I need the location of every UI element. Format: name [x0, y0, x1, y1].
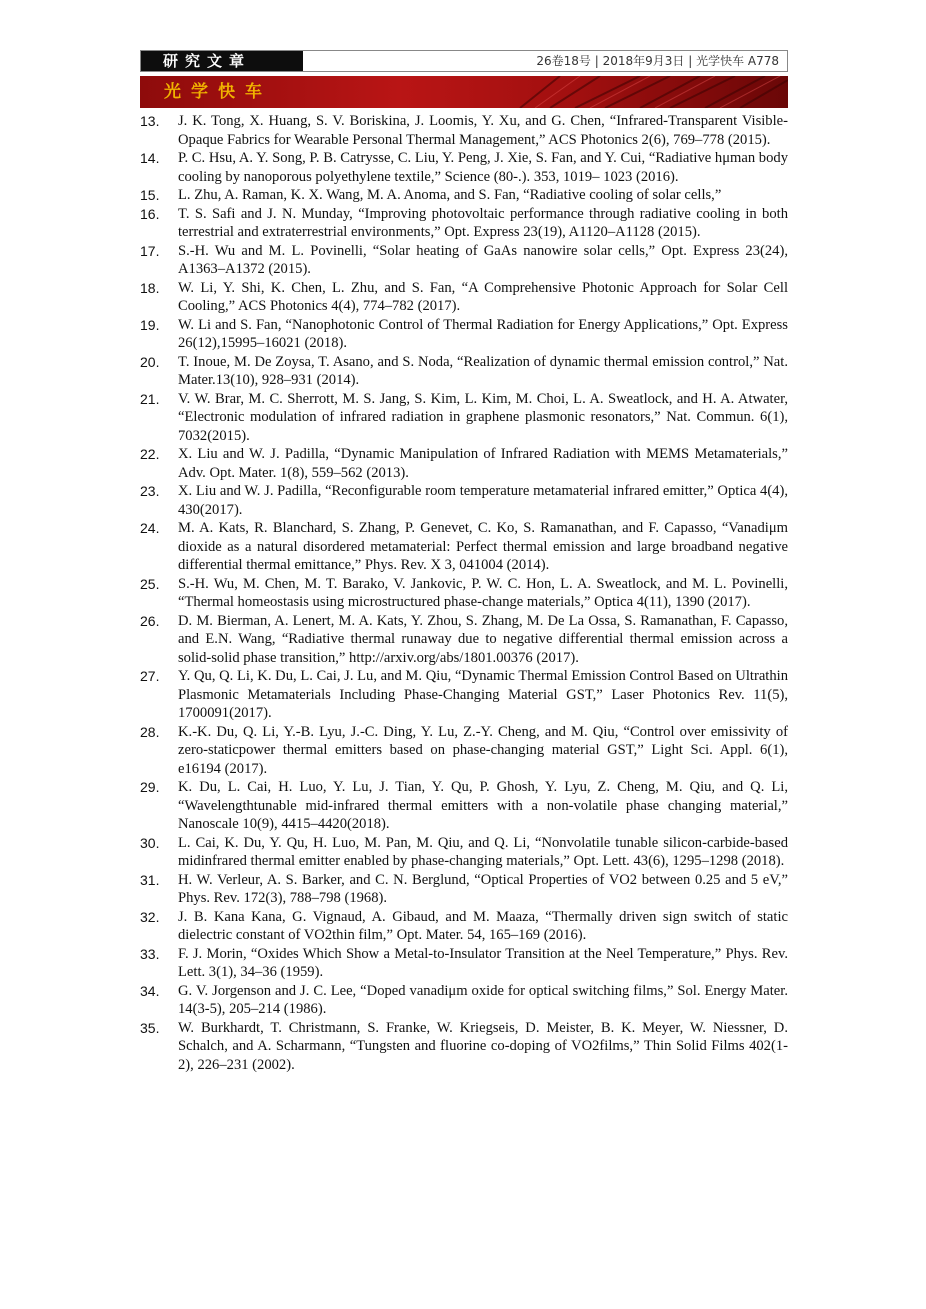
reference-number: 28.: [140, 723, 160, 740]
reference-number: 30.: [140, 834, 160, 851]
reference-text: X. Liu and W. J. Padilla, “Reconfigurable room temperature metamaterial infrared emitter,” Optica 4(4), 430(2017).: [178, 483, 788, 518]
reference-text: W. Li, Y. Shi, K. Chen, L. Zhu, and S. Fan, “A Comprehensive Photonic Approach for Solar Cell Cooling,” ACS Photonics 4(4), 774–782 (2017).: [178, 279, 788, 314]
reference-item: [140, 149, 788, 186]
reference-text: X. Liu and W. J. Padilla, “Dynamic Manipulation of Infrared Radiation with MEMS Metamaterials,” Adv. Opt. Mater. 1(8), 559–562 (2013).: [178, 446, 788, 481]
reference-item: [140, 667, 788, 723]
reference-text: D. M. Bierman, A. Lenert, M. A. Kats, Y. Zhou, S. Zhang, M. De La Ossa, S. Ramanathan, F. Capasso, and E.N. Wang, “Radiative thermal runaway due to negative differential thermal emission across a solid-solid phase transition,” http://arxiv.org/abs/1801.00376 (2017).: [178, 612, 788, 666]
reference-item: [140, 834, 788, 871]
reference-text: G. V. Jorgenson and J. C. Lee, “Doped vanadiμm oxide for optical switching films,” Sol. Energy Mater. 14(3-5), 205–214 (1986).: [178, 982, 788, 1017]
journal-header-bar: [140, 50, 788, 72]
reference-text: W. Burkhardt, T. Christmann, S. Franke, W. Kriegseis, D. Meister, B. K. Meyer, W. Niessner, D. Schalch, and A. Scharmann, “Tungsten and fluorine co-doping of VO2films,” Thin Solid Films 402(1-2), 226–231 (2002).: [178, 1019, 788, 1073]
reference-text: S.-H. Wu, M. Chen, M. T. Barako, V. Jankovic, P. W. C. Hon, L. A. Sweatlock, and M. L. Povinelli, “Thermal homeostasis using microstructured phase-change materials,” Optica 4(11), 1390 (2017).: [178, 575, 788, 610]
journal-banner: [140, 76, 788, 108]
reference-number: 33.: [140, 945, 160, 962]
reference-item: [140, 612, 788, 668]
reference-number: 32.: [140, 908, 160, 925]
reference-item: [140, 778, 788, 834]
reference-number: 34.: [140, 982, 160, 999]
reference-text: K. Du, L. Cai, H. Luo, Y. Lu, J. Tian, Y. Qu, P. Ghosh, Y. Lyu, Z. Cheng, M. Qiu, and Q. Li, “Wavelengthtunable mid-infrared thermal emitters with a non-volatile phase changing material,” Nanoscale 10(9), 4415–4420(2018).: [178, 779, 788, 832]
reference-item: [140, 575, 788, 612]
reference-item: [140, 908, 788, 945]
reference-number: 16.: [140, 205, 160, 222]
reference-item: [140, 1019, 788, 1075]
reference-item: [140, 390, 788, 446]
reference-number: 19.: [140, 316, 160, 333]
reference-number: 24.: [140, 520, 160, 536]
reference-text: T. Inoue, M. De Zoysa, T. Asano, and S. Noda, “Realization of dynamic thermal emission control,” Nat. Mater.13(10), 928–931 (2014).: [178, 353, 788, 388]
reference-number: 26.: [140, 612, 160, 629]
reference-list: [140, 112, 788, 1074]
reference-number: 17.: [140, 242, 160, 259]
reference-number: 25.: [140, 575, 160, 592]
banner-streaks-decoration: [500, 76, 788, 108]
reference-item: [140, 871, 788, 908]
reference-item: [140, 353, 788, 390]
reference-number: 31.: [140, 871, 160, 888]
reference-item: [140, 519, 788, 575]
reference-number: 18.: [140, 279, 160, 296]
reference-item: [140, 945, 788, 982]
reference-item: [140, 186, 788, 205]
reference-text: L. Cai, K. Du, Y. Qu, H. Luo, M. Pan, M. Qiu, and Q. Li, “Nonvolatile tunable silicon-carbide-based midinfrared thermal emitter enabled by phase-changing materials,” Opt. Lett. 43(6), 1295–1298 (2018).: [178, 834, 788, 869]
reference-item: [140, 445, 788, 482]
reference-text: W. Li and S. Fan, “Nanophotonic Control of Thermal Radiation for Energy Applications,” Opt. Express 26(12),15995–16021 (2018).: [178, 316, 788, 351]
journal-banner-title: 光学快车: [164, 82, 272, 102]
reference-number: 35.: [140, 1019, 160, 1036]
reference-number: 27.: [140, 668, 160, 684]
section-label: 研究文章: [141, 51, 303, 71]
reference-text: L. Zhu, A. Raman, K. X. Wang, M. A. Anoma, and S. Fan, “Radiative cooling of solar cells,”: [178, 187, 722, 203]
reference-number: 29.: [140, 779, 160, 795]
reference-number: 15.: [140, 187, 160, 203]
issue-info: 26卷18号 | 2018年9月3日 | 光学快车 A778: [536, 54, 779, 68]
reference-number: 23.: [140, 483, 160, 499]
reference-text: Y. Qu, Q. Li, K. Du, L. Cai, J. Lu, and M. Qiu, “Dynamic Thermal Emission Control Based on Ultrathin Plasmonic Metamaterials Including Phase-Changing Material GST,” Laser Photonics Rev. 11(5), 1700091(2017).: [178, 668, 788, 721]
reference-item: [140, 316, 788, 353]
reference-text: J. K. Tong, X. Huang, S. V. Boriskina, J. Loomis, Y. Xu, and G. Chen, “Infrared-Transparent Visible-Opaque Fabrics for Wearable Personal Thermal Management,” ACS Photonics 2(6), 769–778 (2015).: [178, 113, 788, 148]
reference-item: [140, 205, 788, 242]
reference-item: [140, 982, 788, 1019]
reference-item: [140, 242, 788, 279]
reference-text: H. W. Verleur, A. S. Barker, and C. N. Berglund, “Optical Properties of VO2 between 0.25 and 5 eV,” Phys. Rev. 172(3), 788–798 (1968).: [178, 871, 788, 906]
reference-text: M. A. Kats, R. Blanchard, S. Zhang, P. Genevet, C. Ko, S. Ramanathan, and F. Capasso, “Vanadiμm dioxide as a natural disordered metamaterial: Perfect thermal emission and large broadband negative differential thermal emittance,” Phys. Rev. X 3, 041004 (2014).: [178, 520, 788, 573]
reference-item: [140, 482, 788, 519]
reference-item: [140, 723, 788, 779]
reference-text: T. S. Safi and J. N. Munday, “Improving photovoltaic performance through radiative cooling in both terrestrial and extraterrestrial environments,” Opt. Express 23(19), A1120–A1128 (2015).: [178, 205, 788, 240]
reference-number: 13.: [140, 113, 160, 129]
reference-text: V. W. Brar, M. C. Sherrott, M. S. Jang, S. Kim, L. Kim, M. Choi, L. A. Sweatlock, and H. A. Atwater, “Electronic modulation of infrared radiation in graphene plasmonic resonators,” Nat. Commun. 6(1), 7032(2015).: [178, 390, 788, 444]
reference-text: J. B. Kana Kana, G. Vignaud, A. Gibaud, and M. Maaza, “Thermally driven sign switch of static dielectric constant of VO2thin film,” Opt. Mater. 54, 165–169 (2016).: [178, 908, 788, 943]
reference-number: 14.: [140, 150, 160, 166]
reference-text: S.-H. Wu and M. L. Povinelli, “Solar heating of GaAs nanowire solar cells,” Opt. Express 23(24), A1363–A1372 (2015).: [178, 242, 788, 277]
reference-item: [140, 112, 788, 149]
reference-text: P. C. Hsu, A. Y. Song, P. B. Catrysse, C. Liu, Y. Peng, J. Xie, S. Fan, and Y. Cui, “Radiative hμman body cooling by nanoporous polyethylene textile,” Science (80-.). 353, 1019– 1023 (2016).: [178, 150, 788, 185]
reference-text: F. J. Morin, “Oxides Which Show a Metal-to-Insulator Transition at the Neel Temperature,” Phys. Rev. Lett. 3(1), 34–36 (1959).: [178, 945, 788, 980]
reference-number: 20.: [140, 353, 160, 370]
reference-text: K.-K. Du, Q. Li, Y.-B. Lyu, J.-C. Ding, Y. Lu, Z.-Y. Cheng, and M. Qiu, “Control over emissivity of zero-staticpower thermal emitters based on phase-changing material GST,” Light Sci. Appl. 6(1), e16194 (2017).: [178, 723, 788, 777]
reference-number: 22.: [140, 446, 160, 462]
reference-number: 21.: [140, 390, 160, 407]
reference-item: [140, 279, 788, 316]
